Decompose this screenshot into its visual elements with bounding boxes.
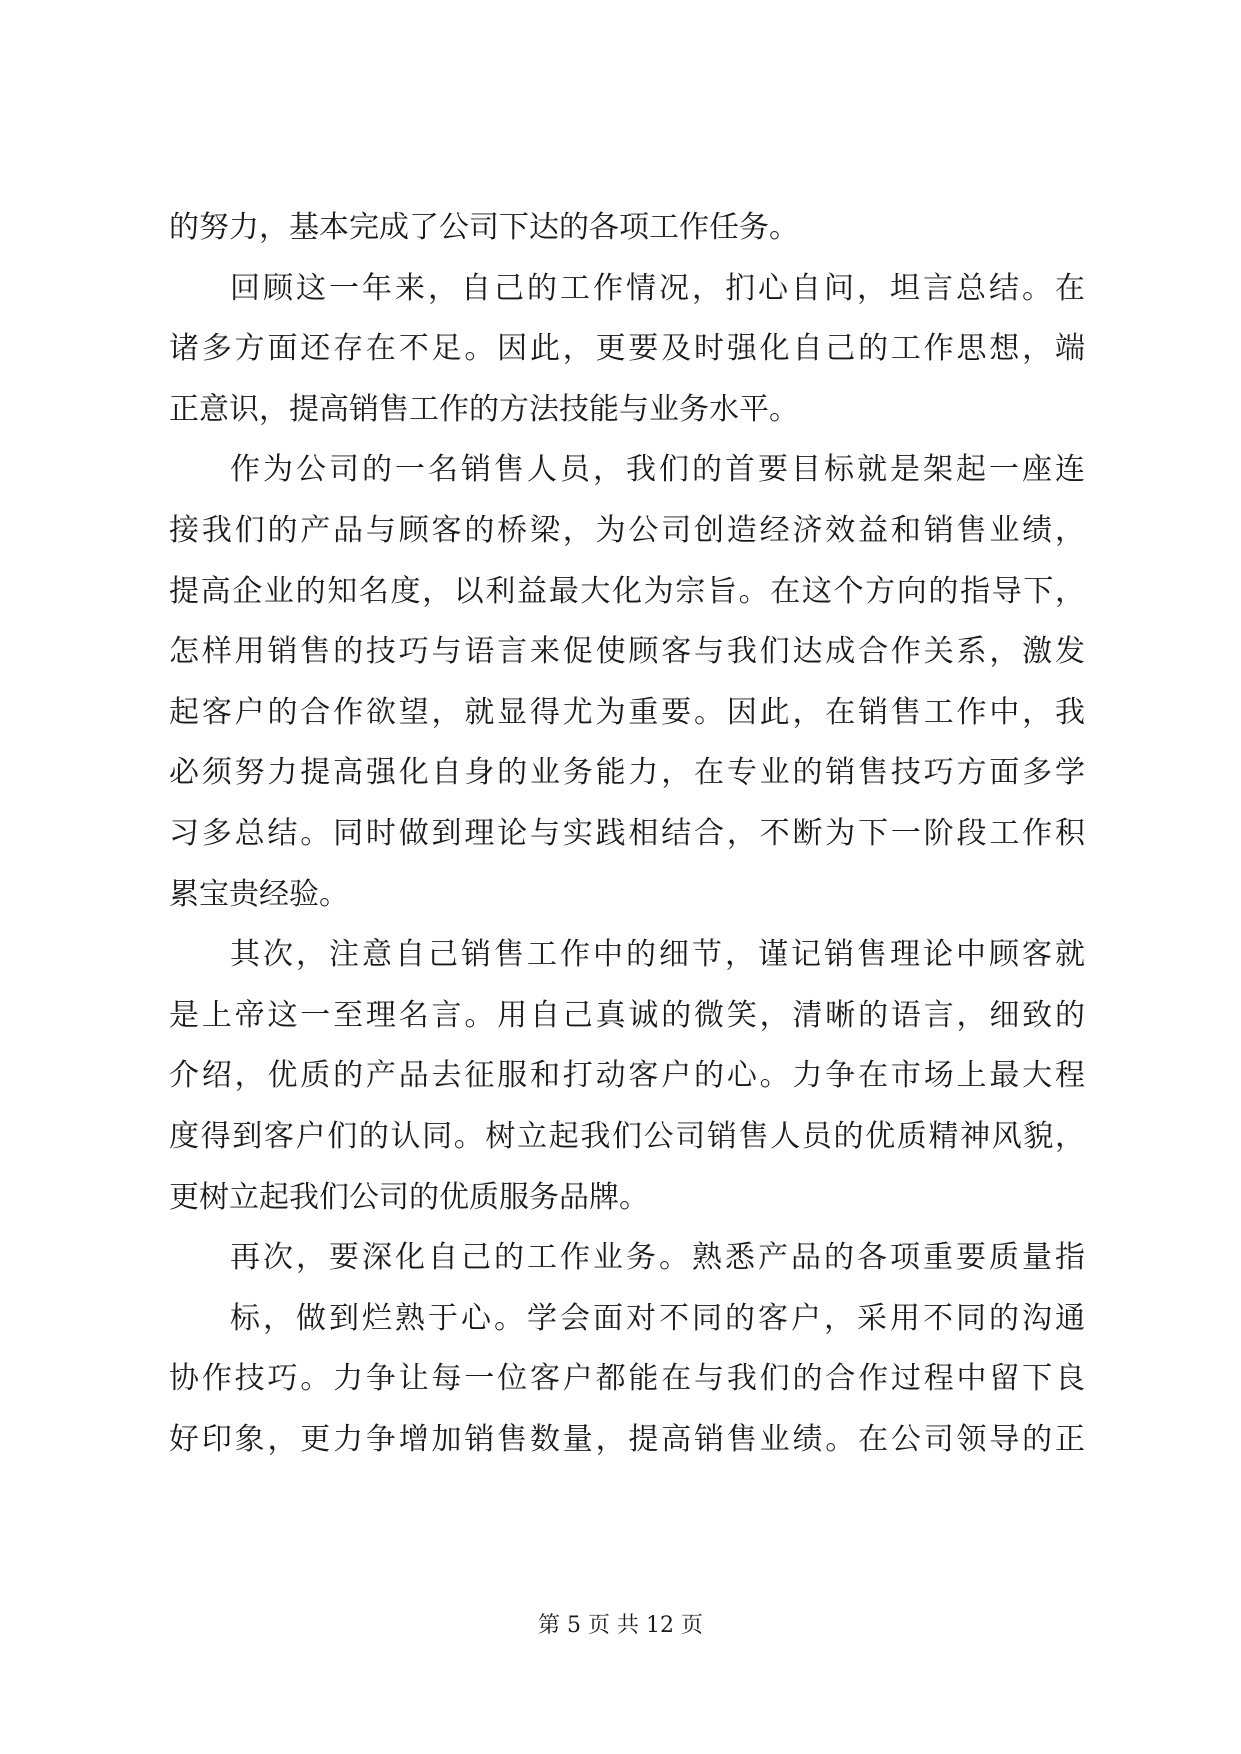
text-line: 度得到客户们的认同。树立起我们公司销售人员的优质精神风貌， xyxy=(169,1118,1085,1154)
text-line: 介绍，优质的产品去征服和打动客户的心。力争在市场上最大程 xyxy=(169,1058,1085,1094)
text-line: 接我们的产品与顾客的桥梁，为公司创造经济效益和销售业绩， xyxy=(169,512,1085,548)
text-line: 再次，要深化自己的工作业务。熟悉产品的各项重要质量指 xyxy=(230,1240,1085,1276)
text-line: 诸多方面还存在不足。因此，更要及时强化自己的工作思想，端 xyxy=(169,331,1085,367)
text-line: 提高企业的知名度，以利益最大化为宗旨。在这个方向的指导下， xyxy=(169,573,1085,609)
text-line: 正意识，提高销售工作的方法技能与业务水平。 xyxy=(169,391,799,427)
text-line: 是上帝这一至理名言。用自己真诚的微笑，清晰的语言，细致的 xyxy=(169,997,1085,1033)
text-line: 累宝贵经验。 xyxy=(169,876,349,912)
text-line: 协作技巧。力争让每一位客户都能在与我们的合作过程中留下良 xyxy=(169,1361,1085,1397)
text-line: 怎样用销售的技巧与语言来促使顾客与我们达成合作关系，激发 xyxy=(169,634,1085,670)
text-line: 好印象，更力争增加销售数量，提高销售业绩。在公司领导的正 xyxy=(169,1421,1085,1457)
page-footer: 第 5 页 共 12 页 xyxy=(538,1613,703,1638)
text-line: 必须努力提高强化自身的业务能力，在专业的销售技巧方面多学 xyxy=(169,755,1085,791)
text-line: 习多总结。同时做到理论与实践相结合，不断为下一阶段工作积 xyxy=(169,815,1085,851)
text-line: 更树立起我们公司的优质服务品牌。 xyxy=(169,1179,649,1215)
text-line: 的努力，基本完成了公司下达的各项工作任务。 xyxy=(169,210,799,245)
text-line: 回顾这一年来，自己的工作情况，扪心自问，坦言总结。在 xyxy=(230,270,1085,306)
text-line: 作为公司的一名销售人员，我们的首要目标就是架起一座连 xyxy=(230,452,1085,488)
text-line: 其次，注意自己销售工作中的细节，谨记销售理论中顾客就 xyxy=(230,937,1085,973)
text-line: 起客户的合作欲望，就显得尤为重要。因此，在销售工作中，我 xyxy=(169,694,1085,730)
body-text xyxy=(169,198,1085,1470)
text-line: 标，做到烂熟于心。学会面对不同的客户，采用不同的沟通 xyxy=(230,1300,1085,1336)
